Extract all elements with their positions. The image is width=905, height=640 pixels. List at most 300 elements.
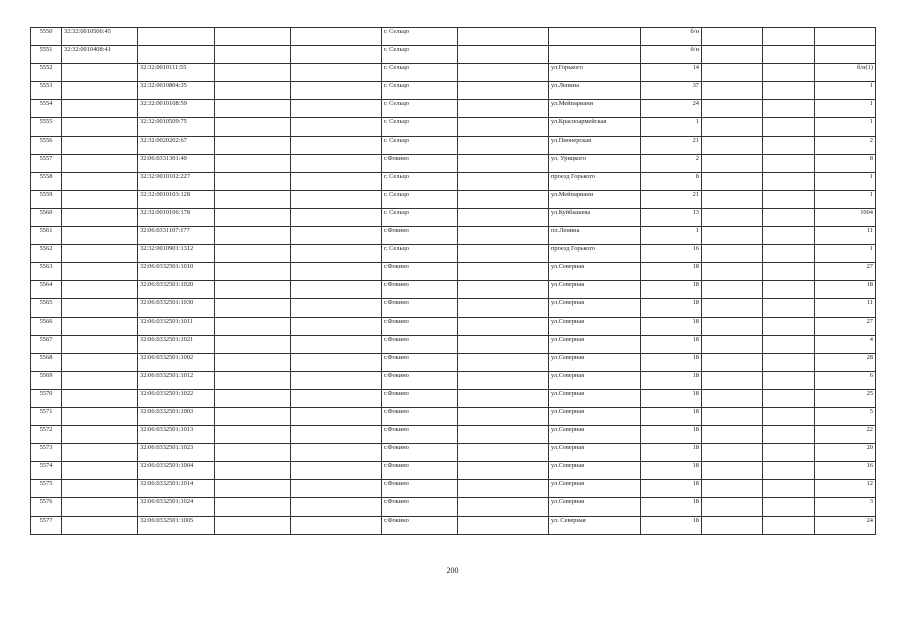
empty-cell	[291, 100, 382, 118]
street-cell: ул.Горького	[549, 64, 641, 82]
empty-cell	[702, 480, 763, 498]
table-row	[31, 299, 876, 317]
empty-cell	[763, 118, 815, 136]
street-cell: ул.Северная	[549, 353, 641, 371]
row-number-cell: 5554	[31, 100, 62, 118]
apartment-cell: 8	[815, 154, 876, 172]
row-number-cell: 5574	[31, 462, 62, 480]
empty-cell	[458, 118, 549, 136]
cadastral-number-cell	[62, 82, 138, 100]
town-cell: г. Сельцо	[382, 118, 458, 136]
empty-cell	[458, 444, 549, 462]
empty-cell	[291, 118, 382, 136]
town-cell: г.Фокино	[382, 227, 458, 245]
row-number-cell: 5563	[31, 263, 62, 281]
empty-cell	[458, 389, 549, 407]
empty-cell	[215, 154, 291, 172]
apartment-cell: 16	[815, 462, 876, 480]
empty-cell	[763, 389, 815, 407]
row-number-cell: 5570	[31, 389, 62, 407]
empty-cell	[458, 172, 549, 190]
cadastral-number-2-cell: 32:32:0010103:128	[138, 190, 215, 208]
empty-cell	[215, 281, 291, 299]
empty-cell	[215, 263, 291, 281]
town-cell: г. Сельцо	[382, 46, 458, 64]
row-number-cell: 5555	[31, 118, 62, 136]
house-number-cell: б/н	[641, 46, 702, 64]
apartment-cell: 1	[815, 82, 876, 100]
empty-cell	[291, 371, 382, 389]
town-cell: г.Фокино	[382, 353, 458, 371]
cadastral-number-cell	[62, 281, 138, 299]
empty-cell	[215, 407, 291, 425]
empty-cell	[763, 317, 815, 335]
town-cell: г. Сельцо	[382, 136, 458, 154]
empty-cell	[458, 317, 549, 335]
empty-cell	[763, 299, 815, 317]
house-number-cell: 37	[641, 82, 702, 100]
cadastral-number-cell	[62, 335, 138, 353]
house-number-cell: 14	[641, 64, 702, 82]
empty-cell	[702, 281, 763, 299]
registry-table	[30, 27, 876, 535]
cadastral-number-cell	[62, 353, 138, 371]
street-cell: ул.Северная	[549, 281, 641, 299]
empty-cell	[702, 444, 763, 462]
empty-cell	[458, 28, 549, 46]
empty-cell	[291, 335, 382, 353]
row-number-cell: 5550	[31, 28, 62, 46]
house-number-cell: 16	[641, 245, 702, 263]
row-number-cell: 5560	[31, 208, 62, 226]
empty-cell	[702, 407, 763, 425]
empty-cell	[702, 498, 763, 516]
empty-cell	[458, 281, 549, 299]
table-row	[31, 516, 876, 534]
empty-cell	[458, 371, 549, 389]
house-number-cell: 2	[641, 154, 702, 172]
town-cell: г.Фокино	[382, 154, 458, 172]
empty-cell	[702, 263, 763, 281]
empty-cell	[215, 480, 291, 498]
house-number-cell: 18	[641, 407, 702, 425]
empty-cell	[702, 190, 763, 208]
empty-cell	[291, 299, 382, 317]
row-number-cell: 5564	[31, 281, 62, 299]
row-number-cell: 5561	[31, 227, 62, 245]
empty-cell	[702, 462, 763, 480]
empty-cell	[763, 444, 815, 462]
street-cell: ул.Северная	[549, 317, 641, 335]
row-number-cell: 5562	[31, 245, 62, 263]
cadastral-number-2-cell: 32:06:0332501:1002	[138, 353, 215, 371]
row-number-cell: 5571	[31, 407, 62, 425]
table-row	[31, 100, 876, 118]
cadastral-number-2-cell: 32:06:0332501:1004	[138, 462, 215, 480]
cadastral-number-cell	[62, 208, 138, 226]
empty-cell	[702, 46, 763, 64]
apartment-cell: 25	[815, 389, 876, 407]
row-number-cell: 5573	[31, 444, 62, 462]
street-cell: ул.Куйбышева	[549, 208, 641, 226]
empty-cell	[291, 245, 382, 263]
cadastral-number-cell: 32:32:0010506:45	[62, 28, 138, 46]
empty-cell	[291, 480, 382, 498]
empty-cell	[763, 263, 815, 281]
street-cell: ул.Северная	[549, 299, 641, 317]
street-cell: пл.Ленина	[549, 227, 641, 245]
cadastral-number-2-cell: 32:32:0010111:55	[138, 64, 215, 82]
cadastral-number-2-cell: 32:32:0020202:67	[138, 136, 215, 154]
empty-cell	[763, 245, 815, 263]
cadastral-number-2-cell: 32:06:0332501:1003	[138, 407, 215, 425]
house-number-cell: 18	[641, 263, 702, 281]
house-number-cell: 1	[641, 118, 702, 136]
empty-cell	[458, 426, 549, 444]
row-number-cell: 5569	[31, 371, 62, 389]
empty-cell	[702, 335, 763, 353]
street-cell: ул.Ленина	[549, 82, 641, 100]
row-number-cell: 5575	[31, 480, 62, 498]
empty-cell	[702, 299, 763, 317]
empty-cell	[458, 64, 549, 82]
apartment-cell: 1	[815, 190, 876, 208]
empty-cell	[763, 28, 815, 46]
cadastral-number-2-cell: 32:06:0332501:1024	[138, 498, 215, 516]
registry-body	[31, 28, 876, 535]
empty-cell	[215, 353, 291, 371]
cadastral-number-2-cell: 32:06:0331301:49	[138, 154, 215, 172]
cadastral-number-cell	[62, 172, 138, 190]
page-number: 200	[446, 566, 459, 575]
empty-cell	[291, 82, 382, 100]
apartment-cell: 18	[815, 281, 876, 299]
cadastral-number-2-cell: 32:32:0010106:178	[138, 208, 215, 226]
apartment-cell: 5	[815, 407, 876, 425]
town-cell: г.Фокино	[382, 281, 458, 299]
empty-cell	[215, 172, 291, 190]
empty-cell	[215, 299, 291, 317]
house-number-cell: 18	[641, 426, 702, 444]
house-number-cell: 21	[641, 136, 702, 154]
empty-cell	[702, 28, 763, 46]
cadastral-number-2-cell: 32:06:0332501:1022	[138, 389, 215, 407]
table-row	[31, 64, 876, 82]
empty-cell	[215, 462, 291, 480]
town-cell: г.Фокино	[382, 335, 458, 353]
cadastral-number-cell	[62, 118, 138, 136]
empty-cell	[215, 100, 291, 118]
cadastral-number-cell	[62, 444, 138, 462]
town-cell: г.Фокино	[382, 462, 458, 480]
apartment-cell: 24	[815, 516, 876, 534]
empty-cell	[763, 46, 815, 64]
street-cell: ул.Пионерская	[549, 136, 641, 154]
empty-cell	[702, 371, 763, 389]
apartment-cell: 1	[815, 118, 876, 136]
street-cell: проезд Горького	[549, 245, 641, 263]
apartment-cell: 27	[815, 317, 876, 335]
town-cell: г.Фокино	[382, 407, 458, 425]
empty-cell	[702, 426, 763, 444]
cadastral-number-2-cell: 32:06:0331107:177	[138, 227, 215, 245]
empty-cell	[291, 172, 382, 190]
empty-cell	[702, 64, 763, 82]
empty-cell	[702, 82, 763, 100]
house-number-cell: 18	[641, 444, 702, 462]
town-cell: г.Фокино	[382, 263, 458, 281]
street-cell: ул.Мейпариани	[549, 100, 641, 118]
cadastral-number-cell	[62, 154, 138, 172]
empty-cell	[458, 462, 549, 480]
empty-cell	[215, 82, 291, 100]
apartment-cell: 11	[815, 227, 876, 245]
empty-cell	[763, 498, 815, 516]
empty-cell	[763, 371, 815, 389]
street-cell: ул.Северная	[549, 407, 641, 425]
empty-cell	[291, 154, 382, 172]
house-number-cell: 21	[641, 190, 702, 208]
empty-cell	[702, 136, 763, 154]
street-cell: ул.Северная	[549, 498, 641, 516]
street-cell: ул.Северная	[549, 389, 641, 407]
cadastral-number-2-cell: 32:06:0332501:1011	[138, 317, 215, 335]
house-number-cell: 24	[641, 100, 702, 118]
town-cell: г. Сельцо	[382, 28, 458, 46]
empty-cell	[215, 64, 291, 82]
cadastral-number-cell	[62, 299, 138, 317]
cadastral-number-cell	[62, 498, 138, 516]
table-row	[31, 426, 876, 444]
empty-cell	[458, 335, 549, 353]
empty-cell	[702, 317, 763, 335]
empty-cell	[215, 389, 291, 407]
table-row	[31, 263, 876, 281]
empty-cell	[763, 281, 815, 299]
empty-cell	[458, 100, 549, 118]
apartment-cell: 20	[815, 444, 876, 462]
street-cell: ул.Северная	[549, 335, 641, 353]
cadastral-number-cell	[62, 136, 138, 154]
empty-cell	[702, 154, 763, 172]
apartment-cell: 12	[815, 480, 876, 498]
empty-cell	[763, 154, 815, 172]
table-row	[31, 208, 876, 226]
empty-cell	[215, 208, 291, 226]
row-number-cell: 5567	[31, 335, 62, 353]
row-number-cell: 5566	[31, 317, 62, 335]
empty-cell	[763, 64, 815, 82]
apartment-cell: 3	[815, 498, 876, 516]
table-row	[31, 227, 876, 245]
table-row	[31, 389, 876, 407]
cadastral-number-2-cell	[138, 46, 215, 64]
cadastral-number-2-cell: 32:06:0332501:1005	[138, 516, 215, 534]
town-cell: г.Фокино	[382, 444, 458, 462]
empty-cell	[291, 317, 382, 335]
cadastral-number-cell	[62, 371, 138, 389]
row-number-cell: 5552	[31, 64, 62, 82]
empty-cell	[458, 208, 549, 226]
table-row	[31, 172, 876, 190]
empty-cell	[458, 136, 549, 154]
empty-cell	[763, 480, 815, 498]
cadastral-number-cell	[62, 263, 138, 281]
row-number-cell: 5572	[31, 426, 62, 444]
street-cell	[549, 46, 641, 64]
empty-cell	[291, 389, 382, 407]
empty-cell	[291, 498, 382, 516]
empty-cell	[291, 28, 382, 46]
house-number-cell: 18	[641, 480, 702, 498]
house-number-cell: 8	[641, 172, 702, 190]
empty-cell	[215, 426, 291, 444]
cadastral-number-cell	[62, 462, 138, 480]
apartment-cell: б/н(1)	[815, 64, 876, 82]
apartment-cell: 6	[815, 371, 876, 389]
street-cell: ул.Северная	[549, 263, 641, 281]
empty-cell	[458, 82, 549, 100]
empty-cell	[458, 353, 549, 371]
empty-cell	[291, 46, 382, 64]
empty-cell	[458, 480, 549, 498]
empty-cell	[763, 227, 815, 245]
row-number-cell: 5559	[31, 190, 62, 208]
row-number-cell: 5568	[31, 353, 62, 371]
empty-cell	[458, 516, 549, 534]
town-cell: г.Фокино	[382, 371, 458, 389]
empty-cell	[458, 190, 549, 208]
street-cell: ул.Северная	[549, 371, 641, 389]
cadastral-number-2-cell: 32:06:0332501:1013	[138, 426, 215, 444]
empty-cell	[215, 118, 291, 136]
cadastral-number-cell: 32:32:0010408:41	[62, 46, 138, 64]
cadastral-number-2-cell	[138, 28, 215, 46]
apartment-cell: 22	[815, 426, 876, 444]
empty-cell	[291, 444, 382, 462]
empty-cell	[458, 245, 549, 263]
empty-cell	[702, 389, 763, 407]
row-number-cell: 5557	[31, 154, 62, 172]
apartment-cell: 1	[815, 100, 876, 118]
empty-cell	[702, 227, 763, 245]
empty-cell	[702, 353, 763, 371]
empty-cell	[702, 100, 763, 118]
cadastral-number-2-cell: 32:32:0010108:59	[138, 100, 215, 118]
town-cell: г.Фокино	[382, 426, 458, 444]
cadastral-number-cell	[62, 389, 138, 407]
apartment-cell: 1	[815, 172, 876, 190]
empty-cell	[702, 245, 763, 263]
cadastral-number-cell	[62, 245, 138, 263]
cadastral-number-2-cell: 32:32:0010509:75	[138, 118, 215, 136]
street-cell: ул. Северная	[549, 516, 641, 534]
cadastral-number-cell	[62, 480, 138, 498]
apartment-cell: 11	[815, 299, 876, 317]
empty-cell	[291, 208, 382, 226]
empty-cell	[215, 245, 291, 263]
cadastral-number-2-cell: 32:06:0332501:1014	[138, 480, 215, 498]
street-cell: ул. Урицкого	[549, 154, 641, 172]
town-cell: г.Фокино	[382, 516, 458, 534]
town-cell: г. Сельцо	[382, 245, 458, 263]
town-cell: г.Фокино	[382, 498, 458, 516]
empty-cell	[458, 407, 549, 425]
house-number-cell: 18	[641, 462, 702, 480]
town-cell: г.Фокино	[382, 389, 458, 407]
street-cell: проезд Горького	[549, 172, 641, 190]
empty-cell	[458, 299, 549, 317]
apartment-cell: 27	[815, 263, 876, 281]
table-row	[31, 444, 876, 462]
table-row	[31, 46, 876, 64]
cadastral-number-2-cell: 32:06:0332501:1021	[138, 335, 215, 353]
empty-cell	[702, 208, 763, 226]
empty-cell	[458, 154, 549, 172]
table-row	[31, 317, 876, 335]
cadastral-number-2-cell: 32:32:0010102:227	[138, 172, 215, 190]
empty-cell	[763, 353, 815, 371]
cadastral-number-2-cell: 32:32:0010804:35	[138, 82, 215, 100]
table-row	[31, 136, 876, 154]
empty-cell	[763, 82, 815, 100]
empty-cell	[291, 227, 382, 245]
street-cell: ул.Северная	[549, 480, 641, 498]
empty-cell	[215, 136, 291, 154]
apartment-cell: 1004	[815, 208, 876, 226]
empty-cell	[291, 64, 382, 82]
empty-cell	[215, 498, 291, 516]
empty-cell	[702, 118, 763, 136]
apartment-cell: 2	[815, 136, 876, 154]
empty-cell	[291, 462, 382, 480]
empty-cell	[215, 444, 291, 462]
cadastral-number-cell	[62, 64, 138, 82]
empty-cell	[215, 46, 291, 64]
table-row	[31, 281, 876, 299]
street-cell: ул.Северная	[549, 462, 641, 480]
empty-cell	[215, 335, 291, 353]
town-cell: г. Сельцо	[382, 100, 458, 118]
empty-cell	[215, 190, 291, 208]
table-row	[31, 498, 876, 516]
table-row	[31, 28, 876, 46]
empty-cell	[763, 136, 815, 154]
street-cell: ул.Северная	[549, 444, 641, 462]
cadastral-number-2-cell: 32:06:0332501:1030	[138, 299, 215, 317]
apartment-cell: 28	[815, 353, 876, 371]
town-cell: г. Сельцо	[382, 172, 458, 190]
cadastral-number-cell	[62, 100, 138, 118]
empty-cell	[291, 281, 382, 299]
town-cell: г. Сельцо	[382, 82, 458, 100]
row-number-cell: 5551	[31, 46, 62, 64]
empty-cell	[291, 353, 382, 371]
empty-cell	[215, 28, 291, 46]
house-number-cell: 18	[641, 281, 702, 299]
house-number-cell: 18	[641, 335, 702, 353]
town-cell: г. Сельцо	[382, 190, 458, 208]
empty-cell	[763, 407, 815, 425]
cadastral-number-2-cell: 32:32:0010901:1312	[138, 245, 215, 263]
house-number-cell: 18	[641, 498, 702, 516]
row-number-cell: 5577	[31, 516, 62, 534]
empty-cell	[702, 172, 763, 190]
empty-cell	[215, 371, 291, 389]
empty-cell	[215, 317, 291, 335]
house-number-cell: 18	[641, 389, 702, 407]
house-number-cell: 18	[641, 317, 702, 335]
